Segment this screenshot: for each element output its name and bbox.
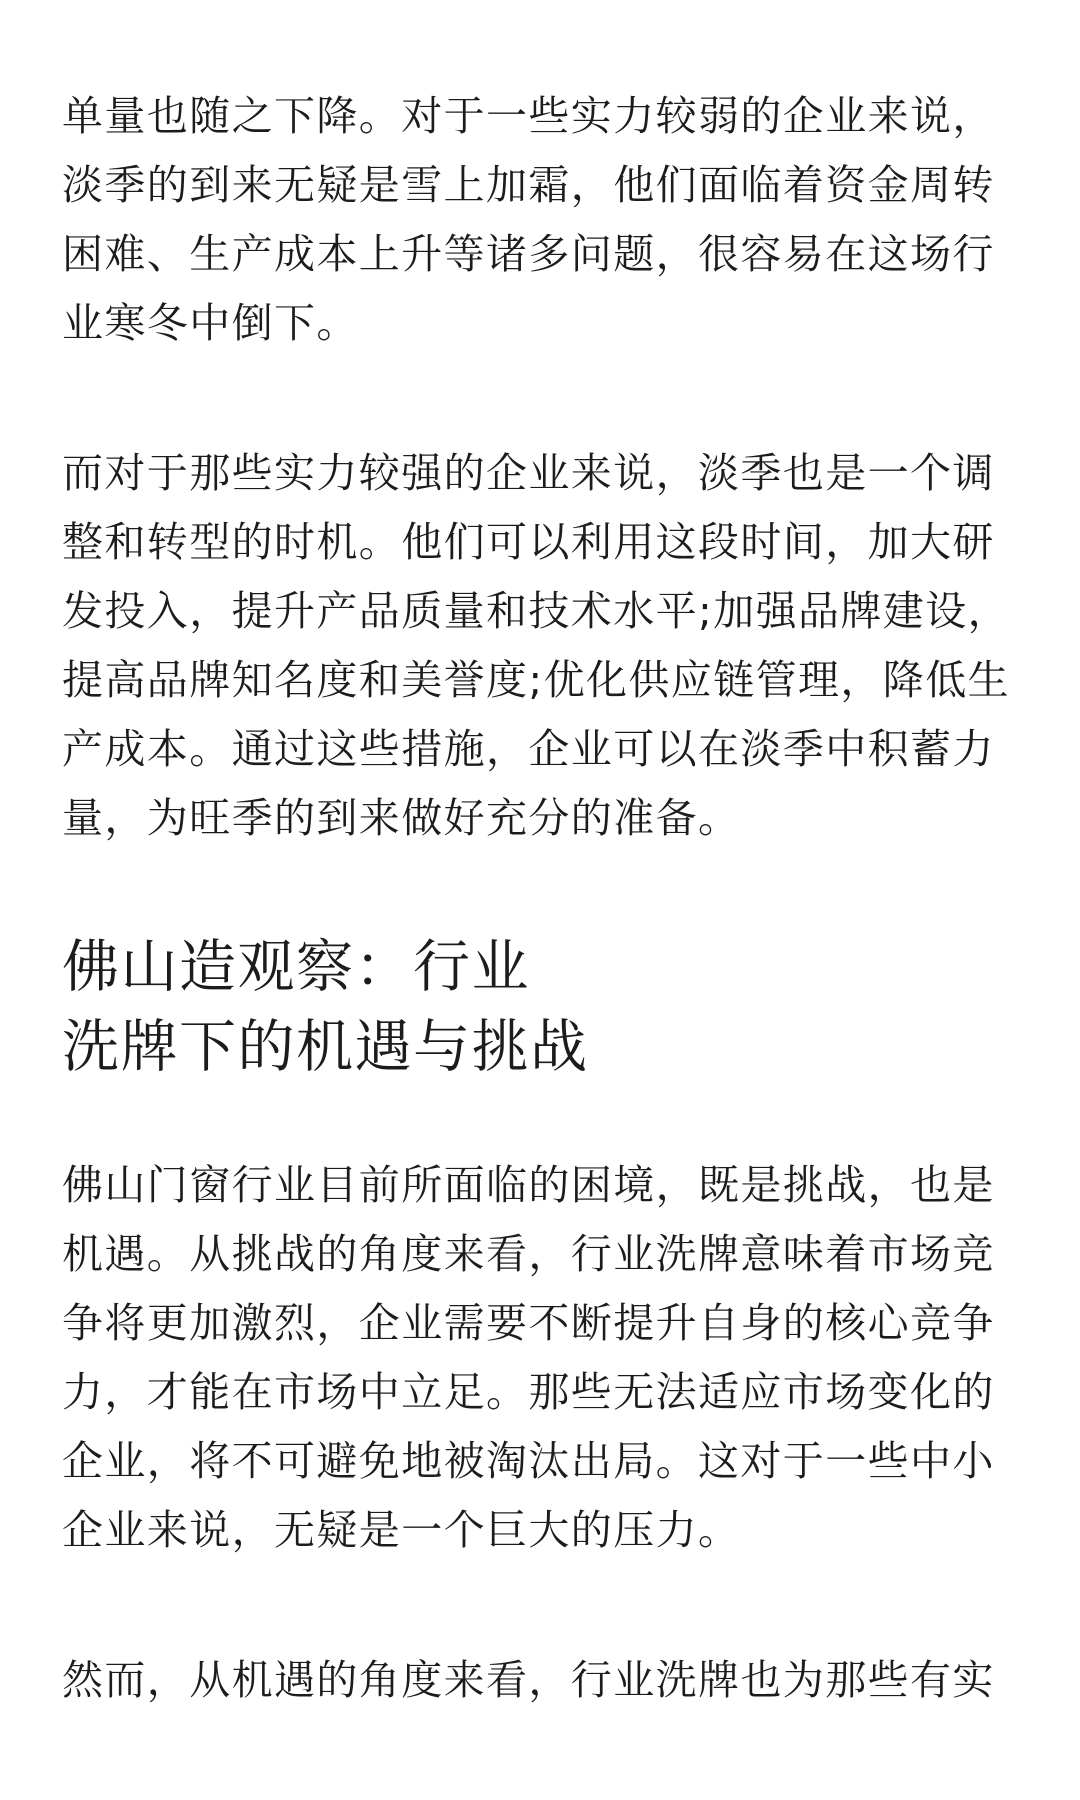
text-line: 整和转型的时机。他们可以利用这段时间，加大研 <box>62 518 995 566</box>
text-line: 企业，将不可避免地被淘汰出局。这对于一些中小 <box>62 1437 995 1485</box>
text-line: 佛山门窗行业目前所面临的困境，既是挑战，也是 <box>62 1161 995 1209</box>
text-line: 而对于那些实力较强的企业来说，淡季也是一个调 <box>62 449 995 497</box>
heading-spacer <box>62 1087 1022 1151</box>
text-line: 力，才能在市场中立足。那些无法适应市场变化的 <box>62 1368 995 1416</box>
section-heading <box>62 927 1022 1087</box>
text-line: 单量也随之下降。对于一些实力较弱的企业来说， <box>62 92 995 140</box>
text-line: 然而，从机遇的角度来看，行业洗牌也为那些有实 <box>62 1656 995 1704</box>
heading-line: 洗牌下的机遇与挑战 <box>62 1014 589 1080</box>
article-body <box>62 82 1022 1715</box>
text-line: 机遇。从挑战的角度来看，行业洗牌意味着市场竞 <box>62 1230 995 1278</box>
text-line: 量，为旺季的到来做好充分的准备。 <box>62 794 741 842</box>
text-line: 困难、生产成本上升等诸多问题，很容易在这场行 <box>62 230 995 278</box>
text-line: 业寒冬中倒下。 <box>62 299 359 347</box>
text-line: 淡季的到来无疑是雪上加霜，他们面临着资金周转 <box>62 161 995 209</box>
text-line: 发投入，提升产品质量和技术水平;加强品牌建设， <box>62 587 1011 635</box>
text-line: 争将更加激烈，企业需要不断提升自身的核心竞争 <box>62 1299 995 1347</box>
paragraph-spacer <box>62 1565 1022 1646</box>
paragraph-1 <box>62 82 1022 358</box>
paragraph-2 <box>62 439 1022 853</box>
heading-line: 佛山造观察：行业 <box>62 934 530 1000</box>
paragraph-spacer <box>62 358 1022 439</box>
text-line: 提高品牌知名度和美誉度;优化供应链管理，降低生 <box>62 656 1011 704</box>
paragraph-3 <box>62 1151 1022 1565</box>
heading-spacer <box>62 853 1022 927</box>
text-line: 企业来说，无疑是一个巨大的压力。 <box>62 1506 741 1554</box>
text-line: 产成本。通过这些措施，企业可以在淡季中积蓄力 <box>62 725 995 773</box>
paragraph-4 <box>62 1646 1022 1715</box>
